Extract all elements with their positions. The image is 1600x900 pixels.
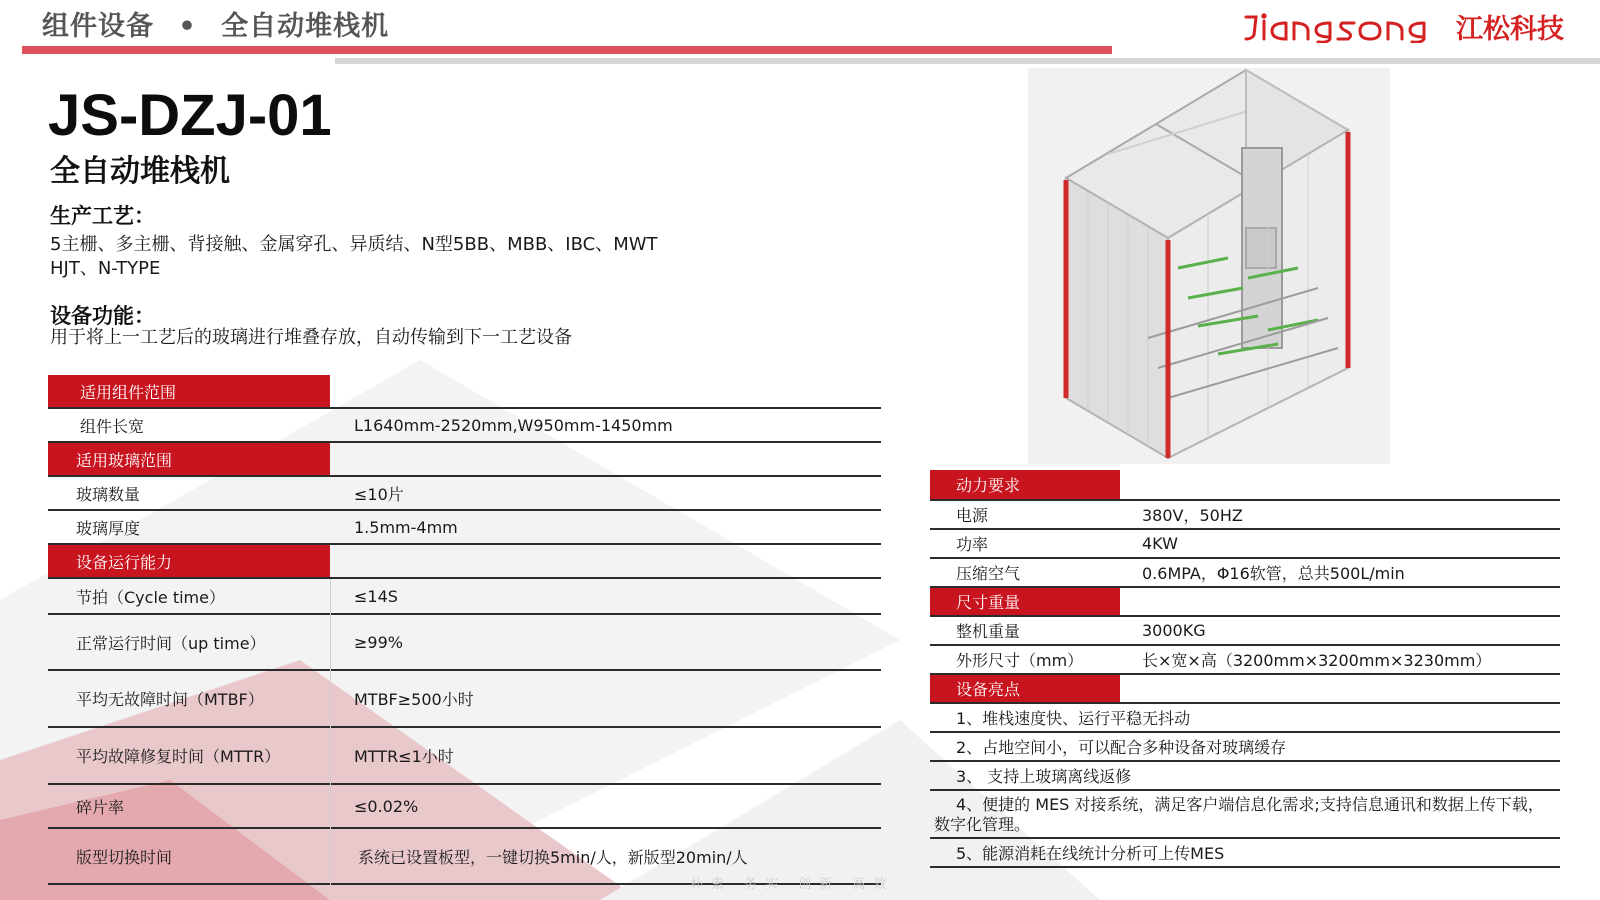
row-value: ≤14S bbox=[354, 586, 398, 606]
category-label: 尺寸重量 bbox=[930, 588, 1120, 615]
process-line-1: 5主栅、多主栅、背接触、金属穿孔、异质结、N型5BB、MBB、IBC、MWT bbox=[50, 234, 658, 255]
row-value: L1640mm-2520mm,W950mm-1450mm bbox=[354, 415, 673, 435]
column-divider bbox=[330, 579, 331, 885]
row-value: ≤0.02% bbox=[354, 796, 419, 816]
row-label: 压缩空气 bbox=[956, 564, 1021, 583]
logo-wordmark bbox=[1242, 9, 1452, 43]
row-label: 整机重量 bbox=[956, 622, 1021, 641]
highlight-text: 4、便捷的 MES 对接系统，满足客户端信息化需求;支持信息通讯和数据上传下载， bbox=[956, 795, 1544, 814]
row-value: 0.6MPA，Φ16软管，总共500L/min bbox=[1142, 564, 1405, 583]
left-spec-table bbox=[48, 375, 881, 885]
row-label: 节拍（Cycle time） bbox=[76, 587, 225, 607]
logo-chinese: 江松科技 bbox=[1456, 13, 1564, 45]
process-line-2: HJT、N-TYPE bbox=[50, 258, 161, 279]
table-row bbox=[48, 728, 881, 785]
function-heading: 设备功能： bbox=[50, 304, 155, 328]
category-size-weight bbox=[930, 588, 1560, 617]
category-label: 适用玻璃范围 bbox=[48, 443, 330, 475]
table-row bbox=[48, 477, 881, 511]
list-item bbox=[930, 704, 1560, 733]
table-row bbox=[48, 511, 881, 545]
list-item bbox=[930, 839, 1560, 868]
category-capacity bbox=[48, 545, 881, 579]
row-label: 玻璃数量 bbox=[76, 484, 141, 504]
header-gray-bar bbox=[335, 58, 1600, 64]
header-title bbox=[42, 4, 389, 43]
row-label: 电源 bbox=[956, 506, 989, 525]
row-value: ≥99% bbox=[354, 632, 403, 652]
table-row bbox=[930, 617, 1560, 646]
row-label: 功率 bbox=[956, 535, 989, 554]
table-row bbox=[930, 559, 1560, 588]
table-row bbox=[48, 615, 881, 671]
table-row bbox=[48, 579, 881, 615]
row-value: 3000KG bbox=[1142, 621, 1206, 640]
table-row bbox=[930, 646, 1560, 675]
table-row bbox=[930, 530, 1560, 559]
row-value: MTBF≥500小时 bbox=[354, 690, 474, 709]
row-label: 平均无故障时间（MTBF） bbox=[76, 690, 264, 709]
category-power bbox=[930, 470, 1560, 501]
row-value: 4KW bbox=[1142, 534, 1178, 553]
row-value: ≤10片 bbox=[354, 484, 404, 504]
category-label: 设备亮点 bbox=[930, 675, 1120, 702]
row-value: 长×宽×高（3200mm×3200mm×3230mm） bbox=[1142, 651, 1492, 670]
product-model: JS-DZJ-01 bbox=[48, 83, 332, 148]
row-label: 平均故障修复时间（MTTR） bbox=[76, 747, 281, 766]
highlight-text: 5、能源消耗在线统计分析可上传MES bbox=[956, 844, 1225, 863]
list-item bbox=[930, 733, 1560, 762]
table-row bbox=[48, 671, 881, 728]
row-label: 正常运行时间（up time） bbox=[76, 633, 266, 653]
header-page: 全自动堆栈机 bbox=[221, 11, 390, 42]
table-row bbox=[930, 501, 1560, 530]
row-value: MTTR≤1小时 bbox=[354, 747, 454, 766]
row-label: 版型切换时间 bbox=[76, 847, 173, 867]
row-label: 碎片率 bbox=[76, 797, 125, 817]
header-section: 组件设备 bbox=[42, 11, 154, 42]
row-value: 380V，50HZ bbox=[1142, 506, 1243, 525]
highlight-text: 3、 支持上玻璃离线返修 bbox=[956, 767, 1132, 786]
process-heading: 生产工艺： bbox=[50, 204, 155, 228]
row-label: 组件长宽 bbox=[80, 416, 145, 436]
row-label: 外形尺寸（mm） bbox=[956, 651, 1084, 670]
right-spec-table bbox=[930, 470, 1560, 868]
table-row bbox=[48, 785, 881, 829]
machine-image bbox=[1028, 68, 1390, 464]
stacker-machine-drawing bbox=[1028, 68, 1390, 464]
highlight-text: 1、堆栈速度快、运行平稳无抖动 bbox=[956, 709, 1191, 728]
table-row bbox=[48, 409, 881, 443]
footer-slogan: 朴素 务实 创新 高效 bbox=[690, 877, 895, 892]
header-red-bar bbox=[22, 46, 1112, 54]
highlight-text-continued: 数字化管理。 bbox=[934, 815, 1031, 834]
category-module-range bbox=[48, 375, 881, 409]
list-item bbox=[930, 762, 1560, 791]
row-value: 1.5mm-4mm bbox=[354, 517, 458, 537]
product-name: 全自动堆栈机 bbox=[50, 154, 230, 189]
category-label: 动力要求 bbox=[930, 470, 1120, 499]
row-label: 玻璃厚度 bbox=[76, 518, 141, 538]
category-highlights bbox=[930, 675, 1560, 704]
company-logo bbox=[1242, 6, 1564, 46]
row-value: 系统已设置板型，一键切换5min/人，新版型20min/人 bbox=[358, 847, 748, 867]
category-glass-range bbox=[48, 443, 881, 477]
header-separator: • bbox=[178, 11, 197, 42]
category-label: 设备运行能力 bbox=[48, 545, 330, 577]
function-text: 用于将上一工艺后的玻璃进行堆叠存放，自动传输到下一工艺设备 bbox=[50, 327, 572, 348]
category-label: 适用组件范围 bbox=[48, 375, 330, 407]
highlight-text: 2、占地空间小，可以配合多种设备对玻璃缓存 bbox=[956, 738, 1287, 757]
list-item bbox=[930, 791, 1560, 839]
